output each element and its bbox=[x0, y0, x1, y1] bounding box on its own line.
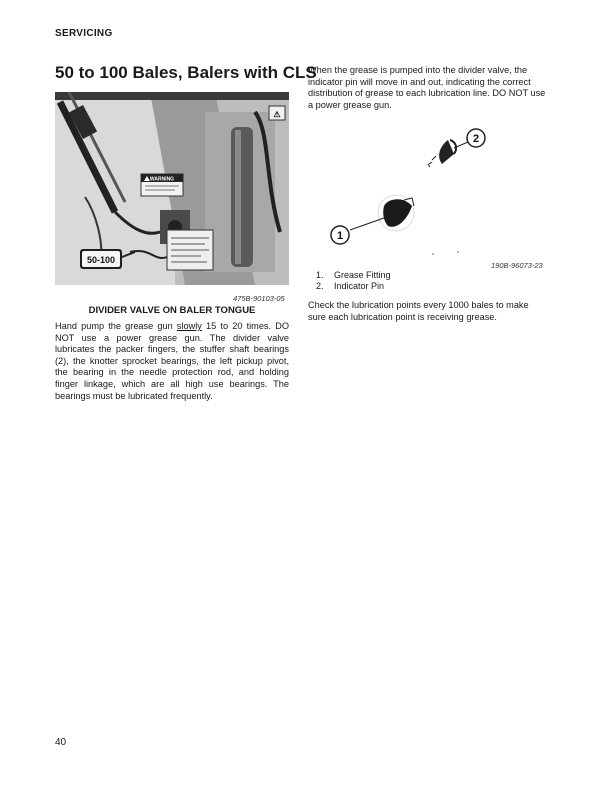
legend-label: Indicator Pin bbox=[334, 280, 385, 291]
grease-gun-paragraph bbox=[55, 321, 289, 402]
callout-1: 1 bbox=[336, 230, 344, 242]
check-lubrication-paragraph: Check the lubrication points every 1000 bales to make sure each lubrication point is receiving grease. bbox=[308, 300, 529, 322]
divider-valve-photo bbox=[55, 92, 289, 285]
legend-label: Grease Fitting bbox=[334, 270, 391, 280]
grease-fitting-diagram bbox=[308, 118, 548, 263]
left-figure-code: 475B-90103-05 bbox=[233, 294, 285, 303]
svg-text:⚠: ⚠ bbox=[273, 110, 281, 119]
legend-number: 1. bbox=[316, 270, 324, 280]
indicator-pin-paragraph: When the grease is pumped into the divider valve, the indicator pin will move in and out, indicating the correct distribution of grease to each lubrication line. DO NOT use a power grease gun. bbox=[308, 65, 546, 110]
bale-count-tag-text: 50-100 bbox=[86, 255, 116, 265]
right-figure-code: 190B-96073-23 bbox=[491, 261, 543, 270]
callout-legend bbox=[316, 270, 391, 291]
legend-item bbox=[316, 270, 391, 281]
page-title: 50 to 100 Bales, Balers with CLS bbox=[55, 63, 317, 82]
callout-2: 2 bbox=[472, 133, 480, 145]
left-figure-caption: DIVIDER VALVE ON BALER TONGUE bbox=[88, 305, 256, 316]
page-number: 40 bbox=[55, 737, 67, 748]
paragraph-start: Hand pump the grease gun bbox=[55, 321, 177, 331]
section-header: SERVICING bbox=[55, 28, 113, 39]
paragraph-rest: 15 to 20 times. DO NOT use a power grease gun. The divider valve lubricates the packer fingers, the stuffer shaft bearings (2), the knotter sprocket bearings, the left pickup pivot, the bearing in the needle protection rod, and holding finger linkage, which are all high use bearings. The bearings must be lubricated frequently. bbox=[55, 321, 289, 401]
legend-item bbox=[316, 281, 391, 292]
paragraph-emphasis: slowly bbox=[176, 321, 202, 331]
warning-decal-text: WARNING bbox=[149, 176, 175, 183]
legend-number: 2. bbox=[316, 280, 324, 291]
